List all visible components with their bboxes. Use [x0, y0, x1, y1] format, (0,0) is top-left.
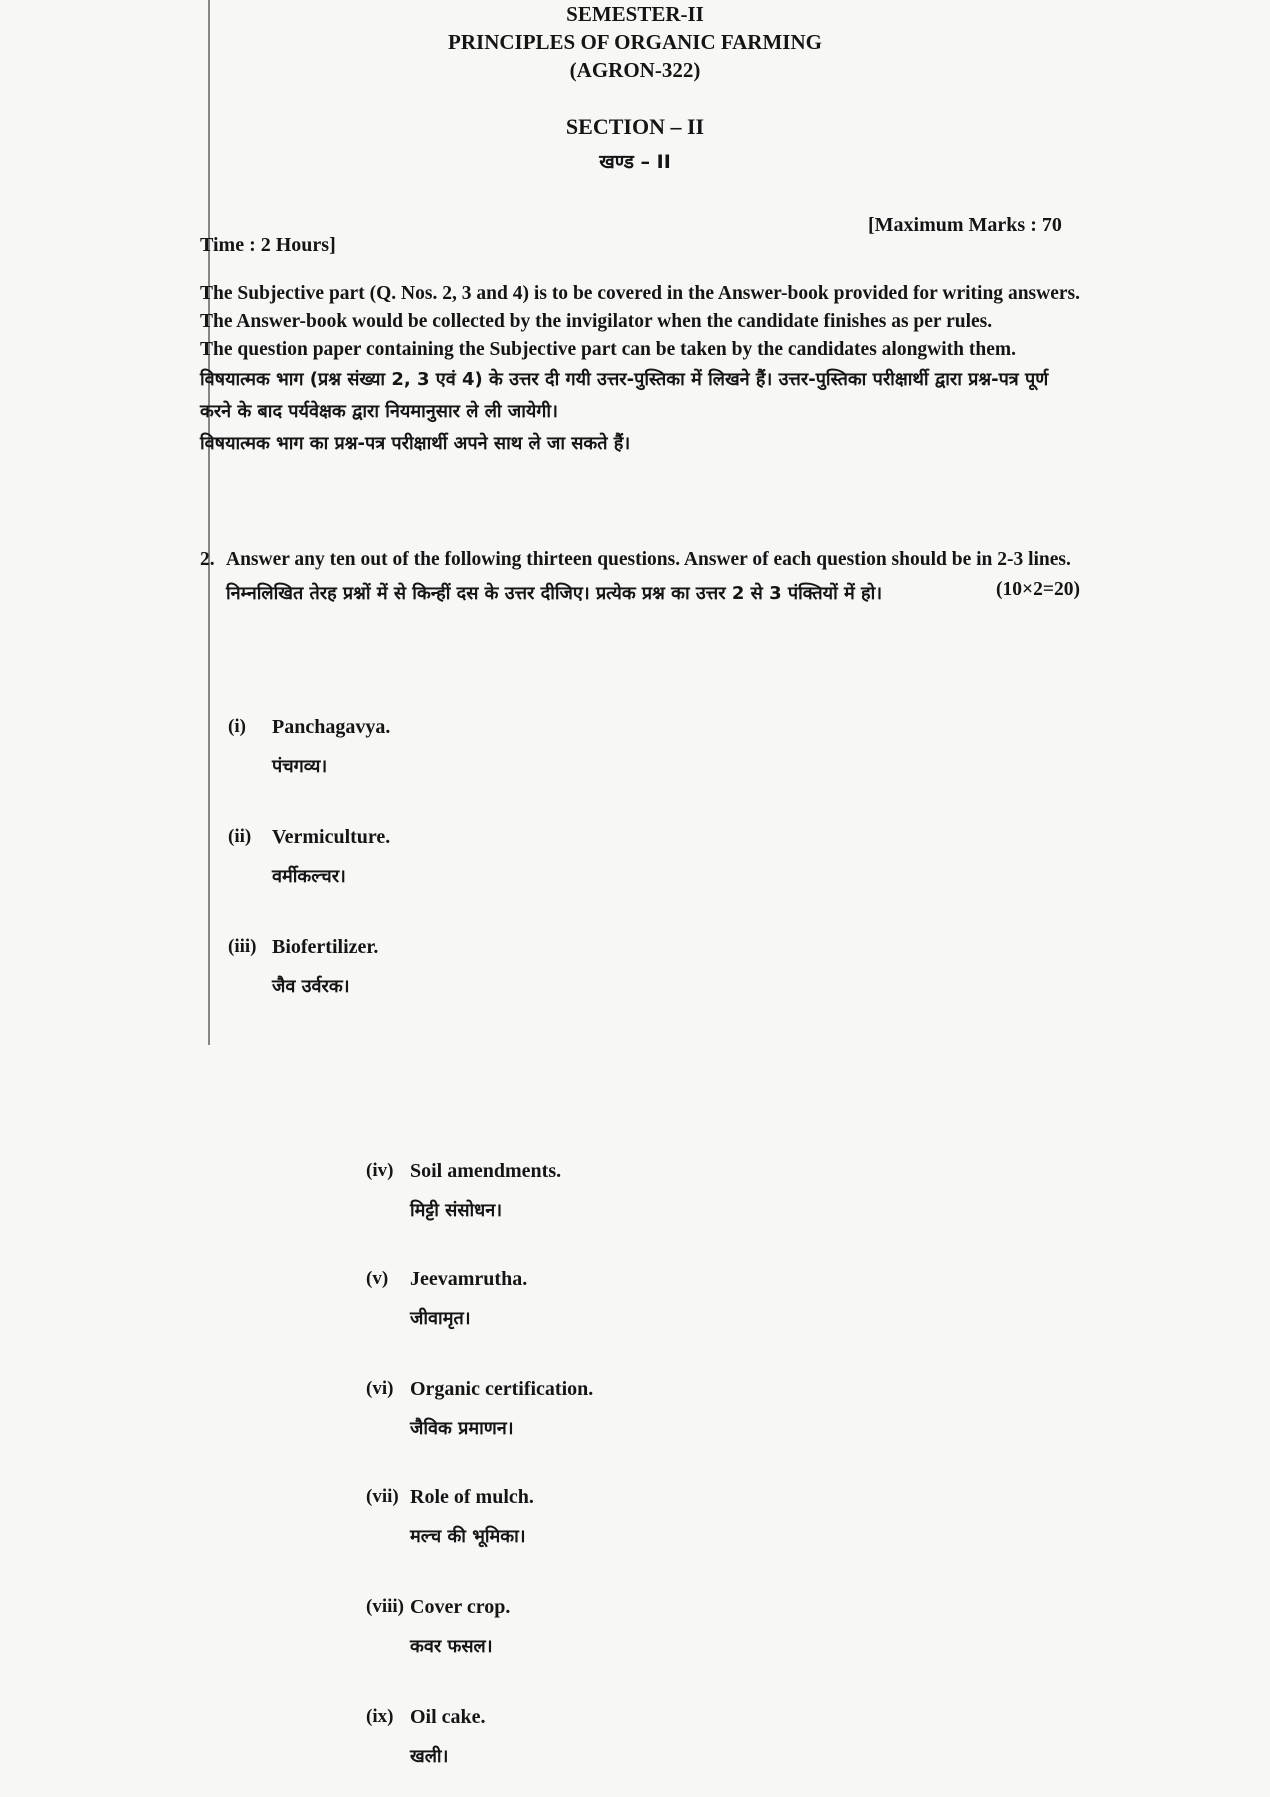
instruction-english-2: The question paper containing the Subjective part can be taken by the candidates alongwith them.: [200, 339, 1016, 360]
item-english: Panchagavya.: [272, 716, 391, 738]
maximum-marks: [Maximum Marks : 70: [868, 214, 1062, 236]
item-number: (iii): [228, 936, 257, 957]
question-number: 2.: [200, 549, 215, 570]
instruction-hindi-1: विषयात्मक भाग (प्रश्न संख्या 2, 3 एवं 4) के उत्तर दी गयी उत्तर-पुस्तिका में लिखने हैं। उत्तर-पुस्तिका परीक्षार्थी द्वारा प्रश्न-पत्र पूर्ण करने के बाद पर्यवेक्षक द्वारा नियमानुसार ले ली जायेगी।: [200, 369, 1049, 422]
item-english: Cover crop.: [410, 1596, 511, 1618]
instructions-block: [200, 280, 1080, 460]
item-hindi: मिट्टी संसोधन।: [410, 1200, 503, 1221]
item-hindi: वर्मीकल्चर।: [272, 866, 346, 887]
item-hindi: जीवामृत।: [410, 1308, 471, 1329]
item-number: (iv): [366, 1160, 394, 1181]
course-title: PRINCIPLES OF ORGANIC FARMING: [448, 30, 822, 54]
item-number: (ii): [228, 826, 252, 847]
section-heading: SECTION – II: [565, 114, 705, 139]
item-number: (v): [366, 1268, 389, 1289]
semester-heading: SEMESTER-II: [566, 2, 704, 26]
course-code: (AGRON-322): [569, 58, 701, 82]
exam-time: Time : 2 Hours]: [200, 234, 336, 256]
item-english: Jeevamrutha.: [410, 1268, 528, 1290]
question-2: [200, 546, 1080, 608]
question-text-hindi: निम्नलिखित तेरह प्रश्नों में से किन्हीं दस के उत्तर दीजिए। प्रत्येक प्रश्न का उत्तर 2 से 3 पंक्तियों में हो।: [226, 583, 883, 604]
item-hindi: जैव उर्वरक।: [272, 976, 350, 997]
item-number: (i): [228, 716, 246, 737]
item-hindi: खली।: [410, 1746, 449, 1767]
item-english: Organic certification.: [410, 1378, 594, 1400]
item-english: Vermiculture.: [272, 826, 391, 848]
item-number: (vii): [366, 1486, 399, 1507]
item-hindi: पंचगव्य।: [272, 756, 328, 777]
item-hindi: कवर फसल।: [410, 1636, 493, 1657]
item-english: Biofertilizer.: [272, 936, 379, 958]
item-number: (vi): [366, 1378, 394, 1399]
section-heading-hindi: खण्ड – II: [599, 151, 671, 173]
item-number: (viii): [366, 1596, 404, 1617]
item-english: Oil cake.: [410, 1706, 486, 1728]
item-number: (ix): [366, 1706, 394, 1727]
item-hindi: मल्च की भूमिका।: [410, 1526, 526, 1547]
question-text: Answer any ten out of the following thirteen questions. Answer of each question should be in 2-3 lines.: [226, 549, 1071, 570]
instruction-english-1: The Subjective part (Q. Nos. 2, 3 and 4) is to be covered in the Answer-book provided for writing answers. The Answer-book would be collected by the invigilator when the candidate finishes as per rules.: [200, 283, 1080, 332]
item-english: Soil amendments.: [410, 1160, 562, 1182]
instruction-hindi-2: विषयात्मक भाग का प्रश्न-पत्र परीक्षार्थी अपने साथ ले जा सकते हैं।: [200, 433, 631, 454]
item-hindi: जैविक प्रमाणन।: [410, 1418, 514, 1439]
item-english: Role of mulch.: [410, 1486, 534, 1508]
question-marks: (10×2=20): [996, 579, 1080, 600]
